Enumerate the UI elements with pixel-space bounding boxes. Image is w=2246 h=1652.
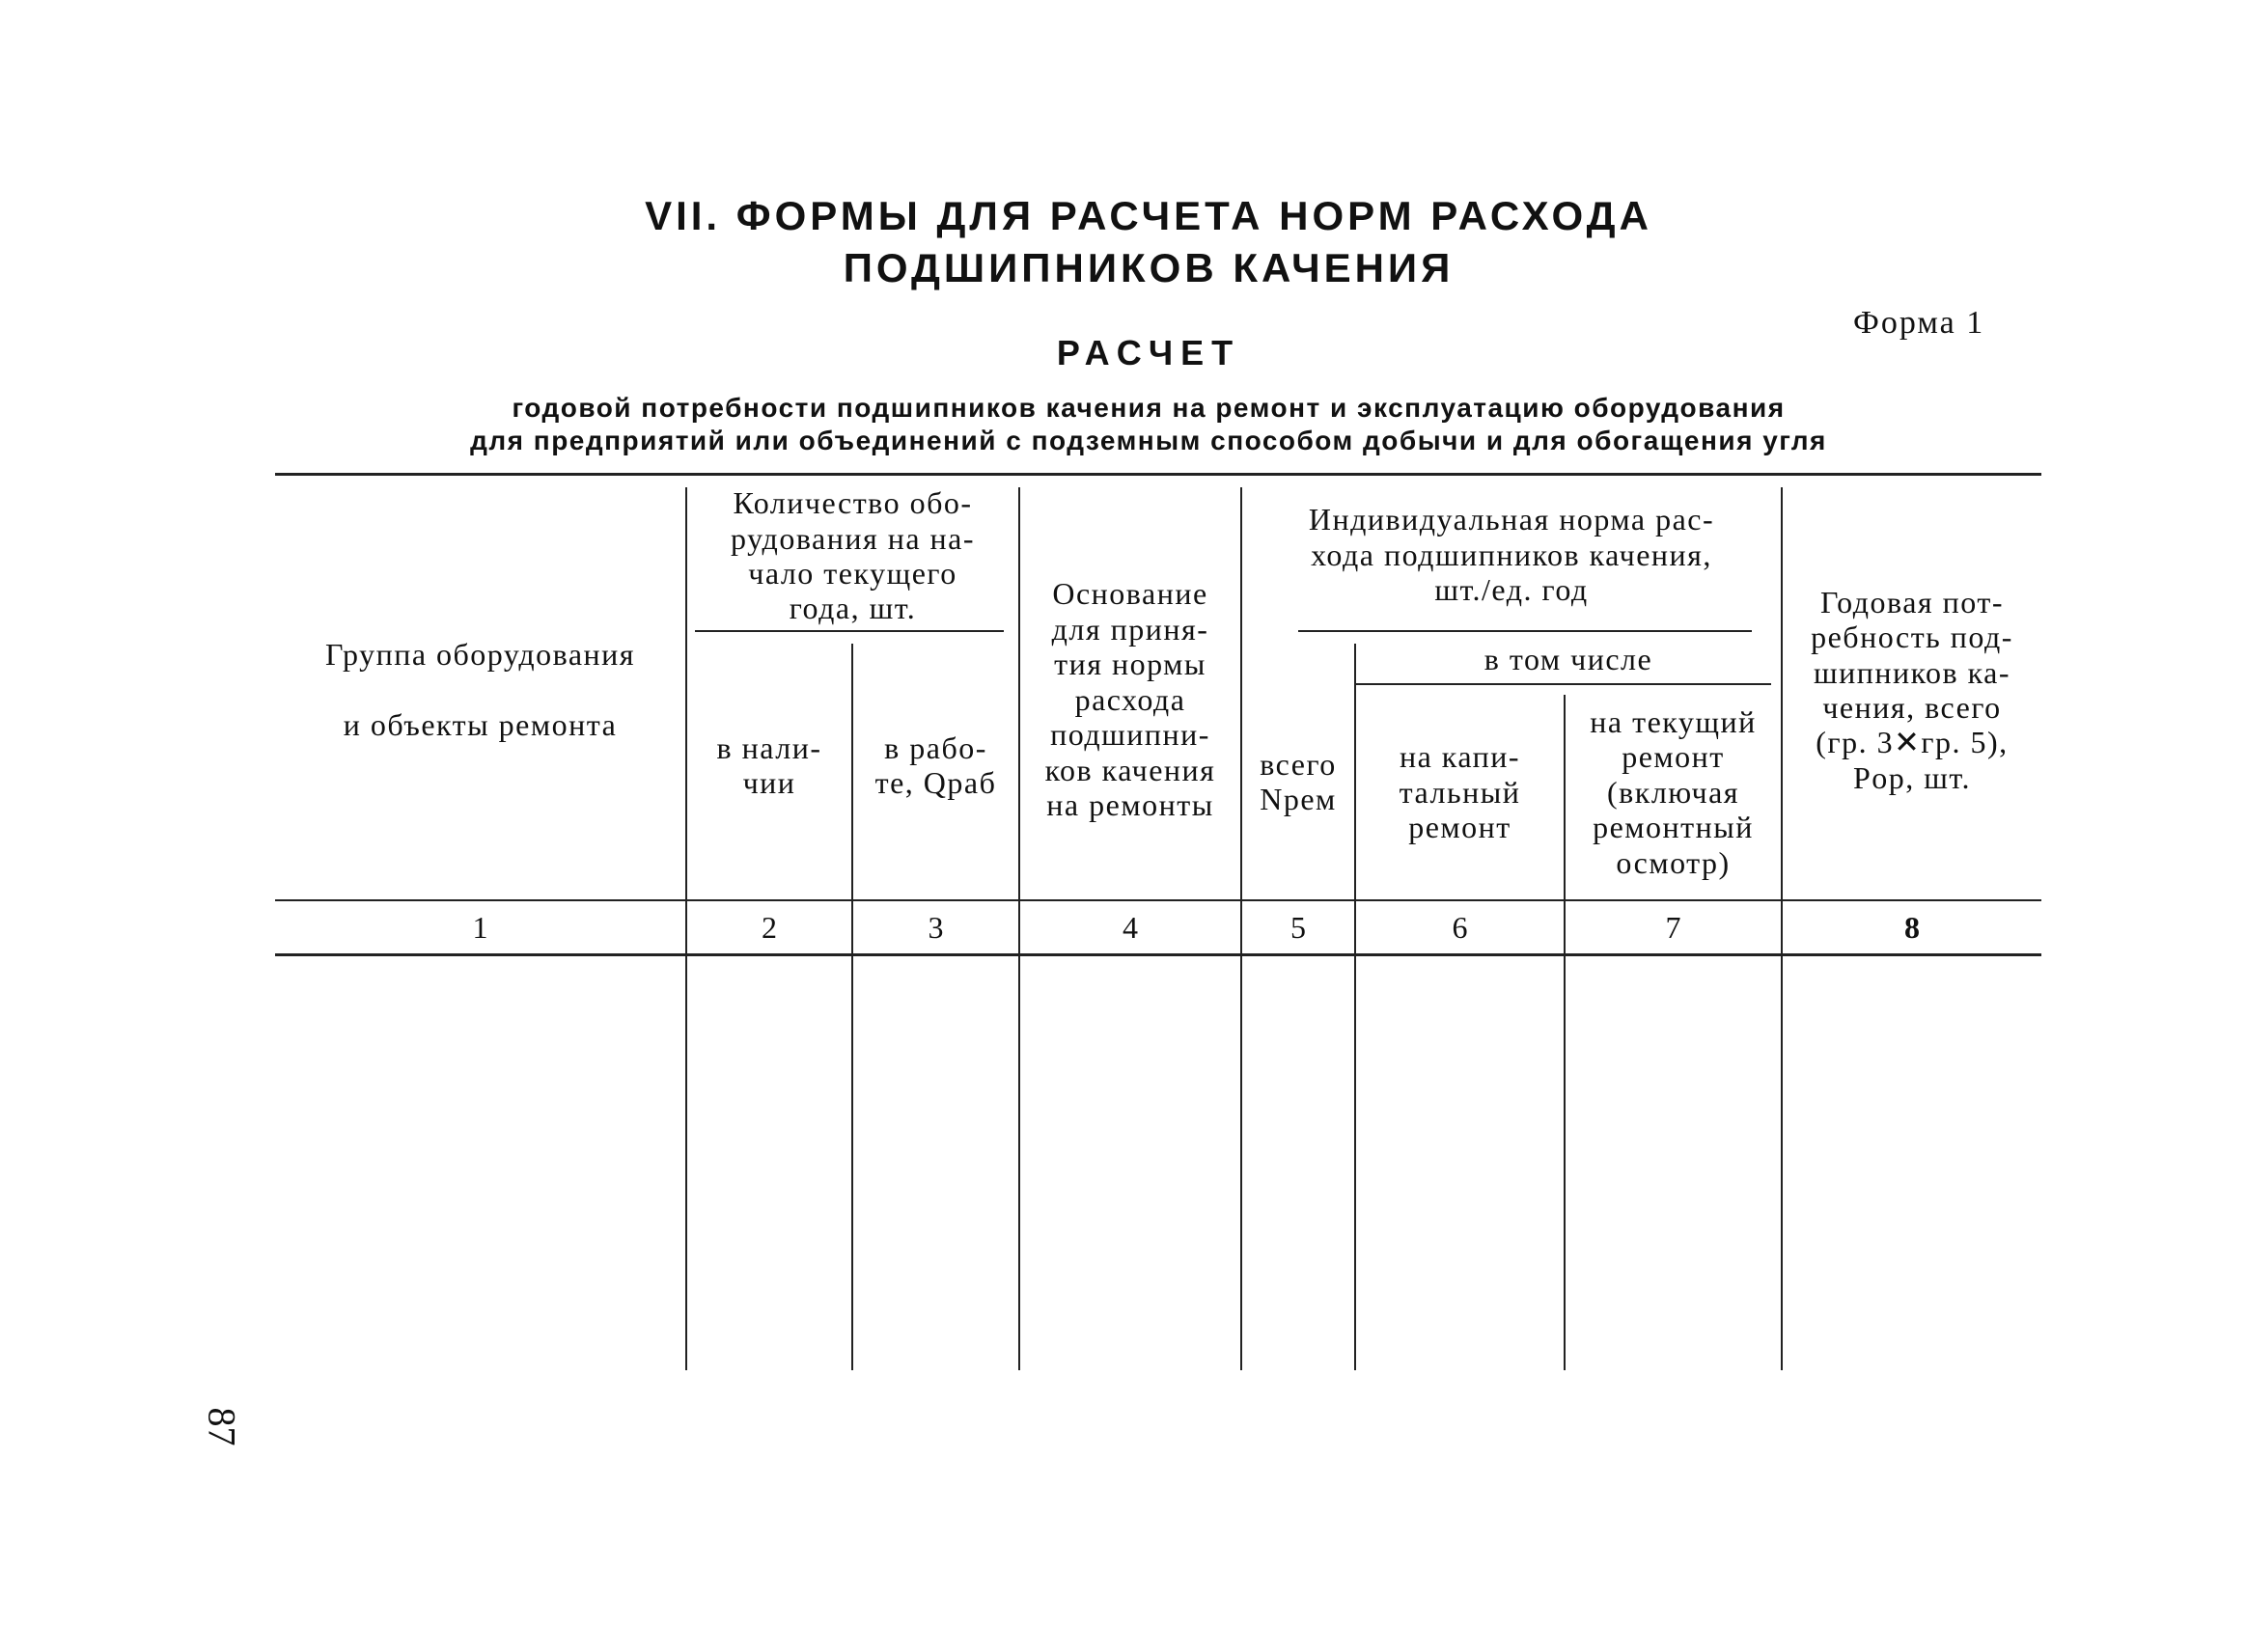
header-including: в том числе (1483, 641, 1653, 676)
group-norm-rule (1298, 630, 1752, 632)
header-norm-total: всего Nрем (1260, 746, 1337, 816)
header-individual-norm: Индивидуальная норма рас- хода подшипников качения, шт./ед. год (1308, 502, 1715, 608)
column-number: 8 (1904, 909, 1920, 945)
heading: РАСЧЕТ (1056, 333, 1241, 372)
header-in-operation: в рабо- те, Qраб (874, 730, 997, 800)
header-equipment-group: Группа оборудования и объекты ремонта (325, 637, 635, 743)
header-available: в нали- чии (716, 730, 822, 800)
title-line-2: ПОДШИПНИКОВ КАЧЕНИЯ (843, 245, 1455, 290)
title-line-1: VII. ФОРМЫ ДЛЯ РАСЧЕТА НОРМ РАСХОДА (645, 193, 1652, 238)
column-number: 7 (1665, 909, 1681, 945)
subtitle-line-1: годовой потребности подшипников качения на ремонт и эксплуатацию оборудования (512, 393, 1786, 423)
header-current-repair: на текущий ремонт (включая ремонтный осмотр) (1590, 703, 1757, 880)
subtitle-line-2: для предприятий или объединений с подземным способом добычи и для обогащения угля (470, 426, 1827, 455)
header-capital-repair: на капи- тальный ремонт (1399, 739, 1521, 845)
header-equipment-quantity: Количество обо- рудования на на- чало текущего года, шт. (730, 485, 975, 626)
page-number: 87 (200, 1407, 244, 1446)
group-including-rule (1356, 683, 1771, 685)
form-table (275, 473, 2041, 1370)
column-number: 4 (1123, 909, 1138, 945)
group-quantity-rule (695, 630, 1004, 632)
column-number: 3 (928, 909, 944, 945)
form-label: Форма 1 (1853, 305, 1985, 341)
column-number: 2 (762, 909, 777, 945)
header-basis: Основание для приня- тия нормы расхода подшипни- ков качения на ремонты (1044, 576, 1216, 823)
table-top-rule (275, 473, 2041, 476)
column-number: 6 (1452, 909, 1468, 945)
column-number: 1 (472, 909, 488, 945)
numbers-bottom-rule (275, 953, 2041, 956)
column-number: 5 (1290, 909, 1306, 945)
header-annual-need: Годовая пот- ребность под- шипников ка- чения, всего (гр. 3✕гр. 5), Pор, шт. (1811, 584, 2013, 795)
